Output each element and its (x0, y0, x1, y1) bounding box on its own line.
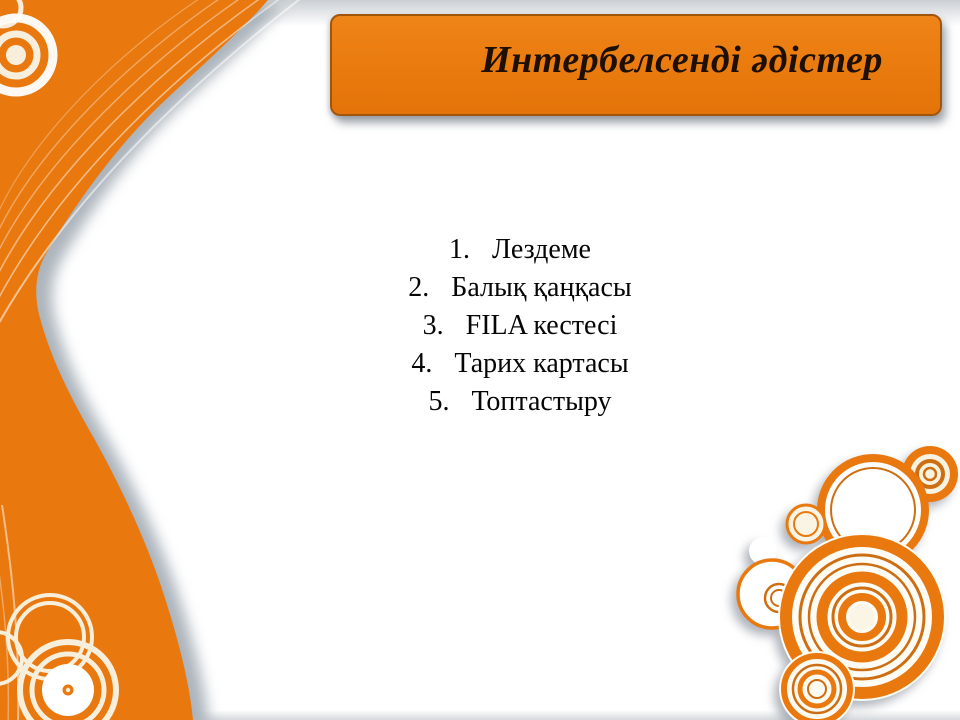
list-item-label: Топтастыру (471, 386, 612, 417)
list-item-label: Балық қаңқасы (451, 272, 632, 303)
list-item (280, 307, 760, 345)
list-item (280, 269, 760, 307)
list-item-number: 4. (411, 348, 433, 379)
list-item-number: 1. (449, 234, 471, 265)
list-item-label: Лездеме (492, 234, 591, 265)
title-banner (330, 14, 942, 116)
list-item (280, 345, 760, 383)
list-item-number: 5. (428, 386, 450, 417)
list-item-label: Тарих картасы (454, 348, 629, 379)
list-item (280, 231, 760, 269)
swoosh-shape (0, 0, 305, 720)
cluster-double-ring-small (787, 505, 825, 543)
list-item-number: 3. (422, 310, 444, 341)
slide-title: Интербелсенді әдістер (481, 39, 883, 81)
list-item-number: 2. (408, 272, 430, 303)
circle-cluster-bottom-right (738, 446, 958, 720)
list-item-label: FILA кестесі (465, 310, 618, 341)
methods-list (280, 231, 760, 421)
list-item (280, 383, 760, 421)
